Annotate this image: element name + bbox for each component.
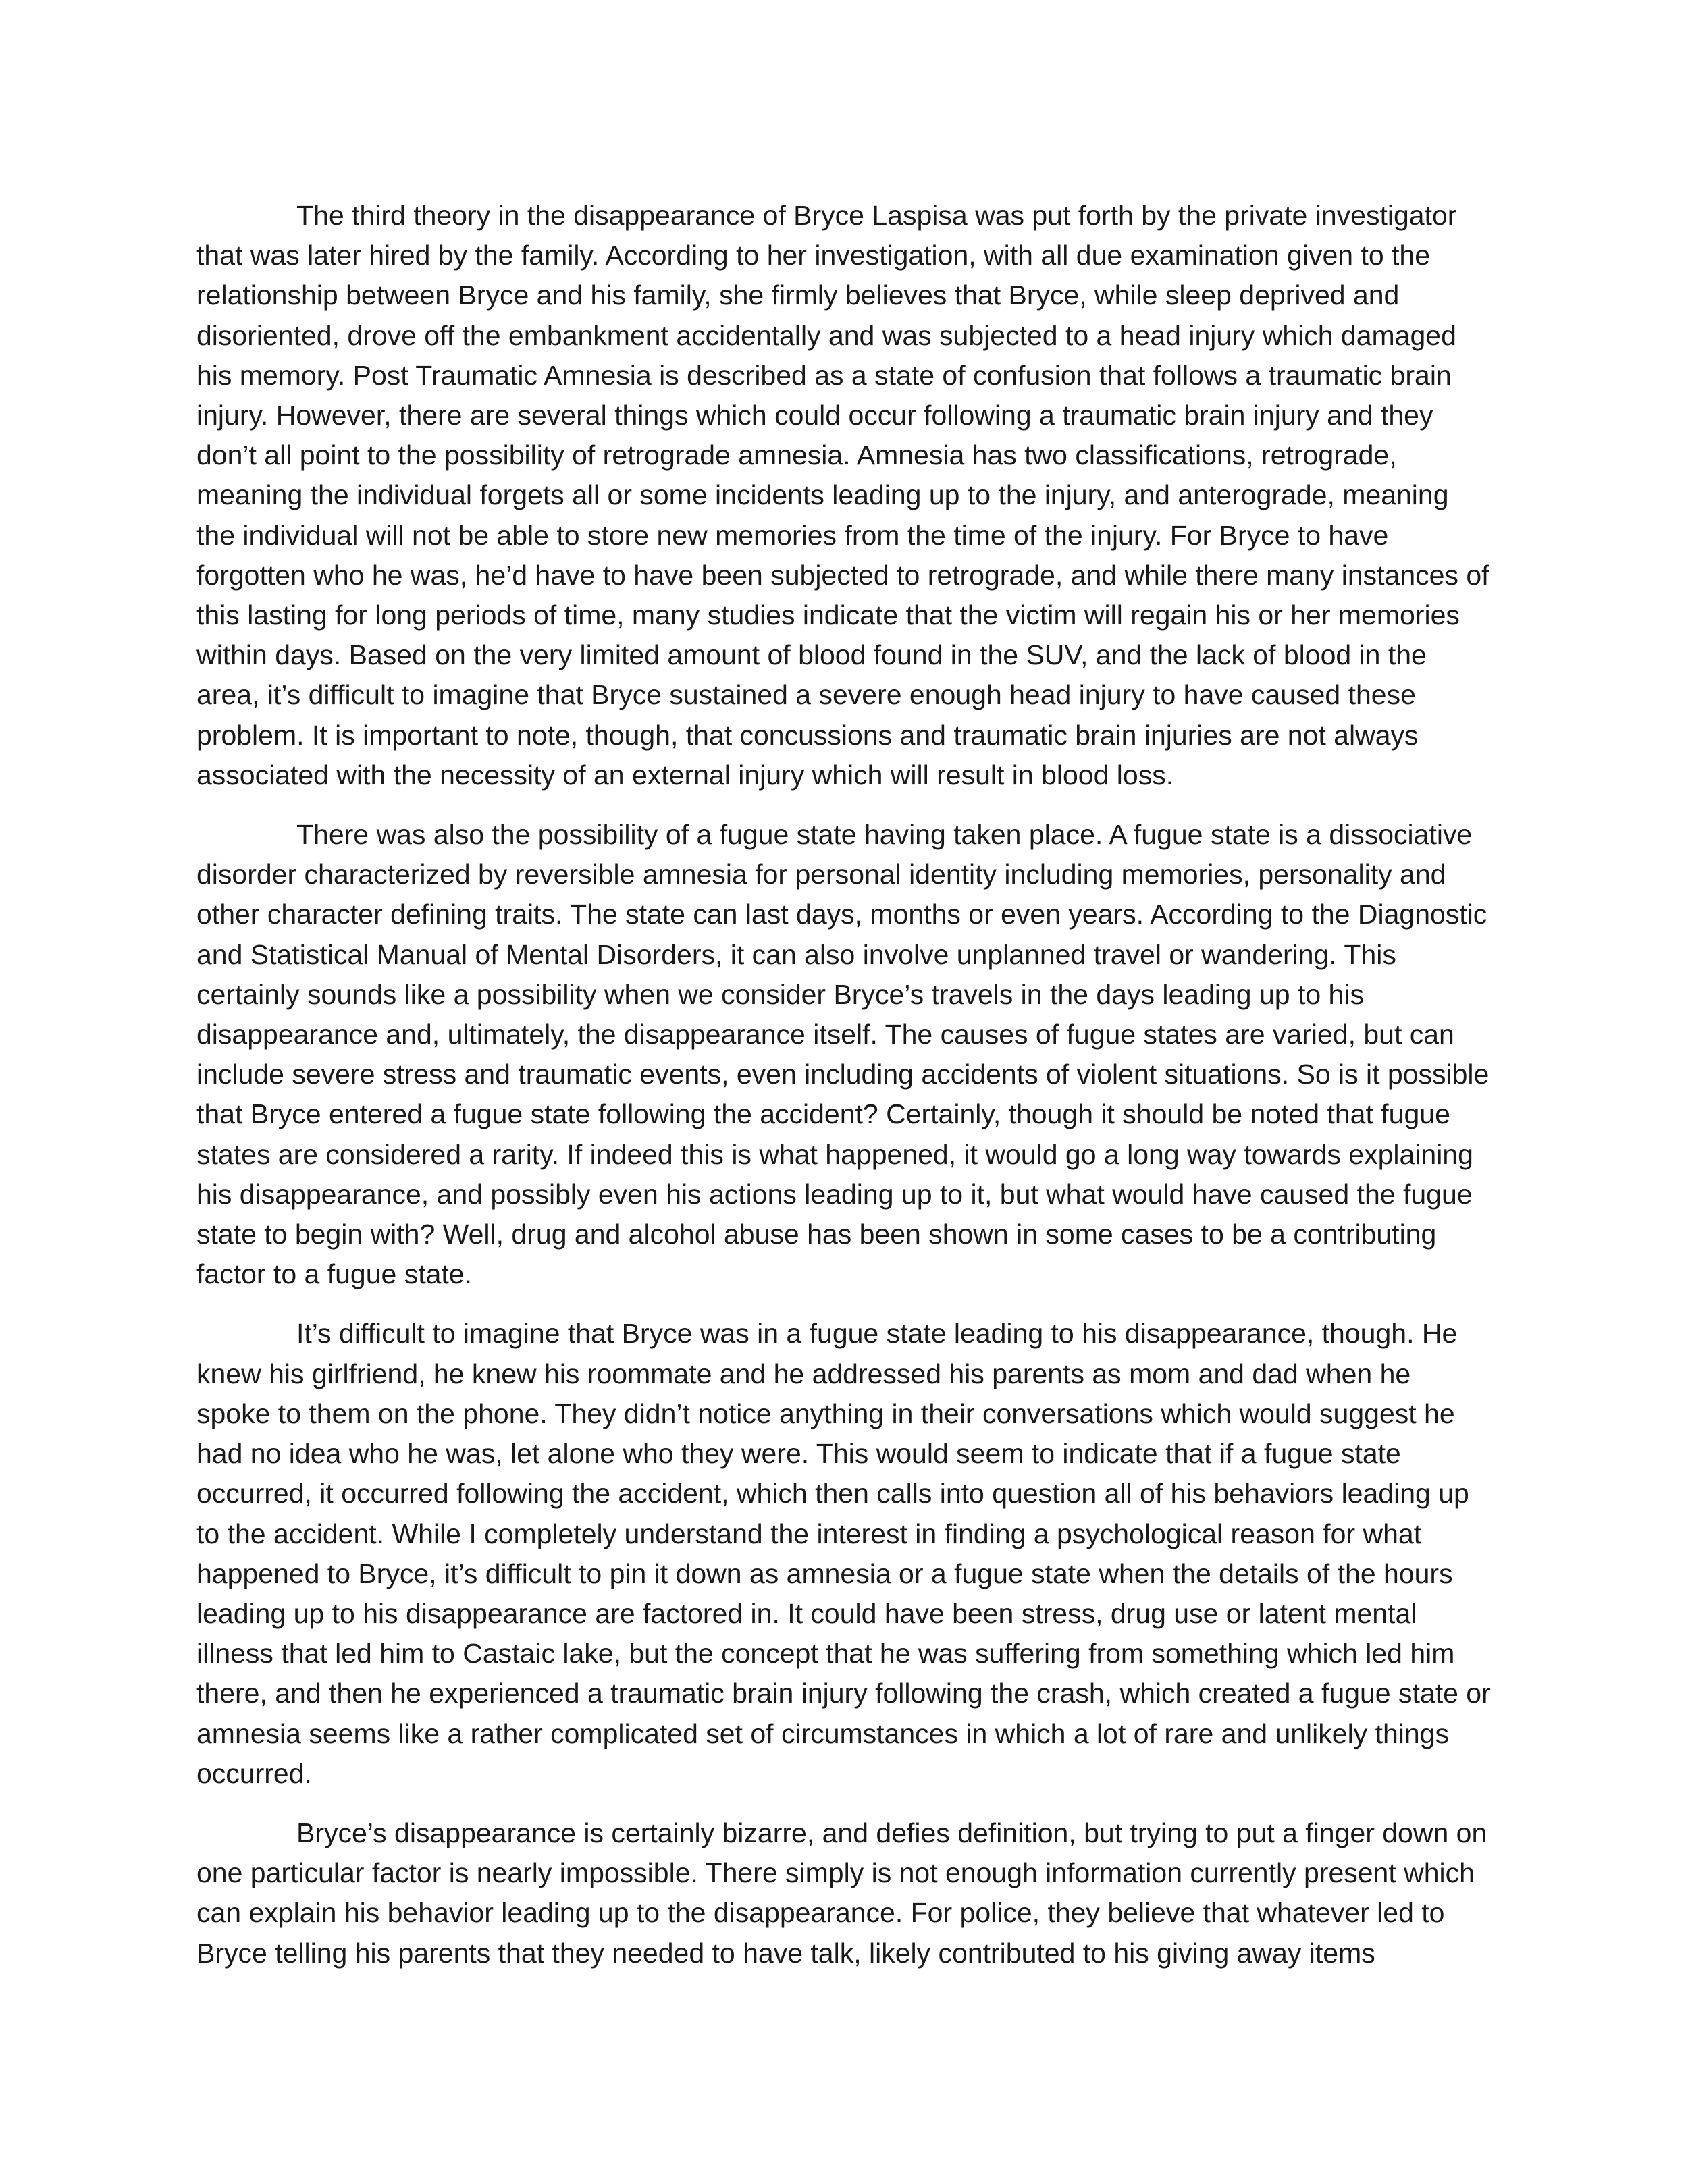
paragraph-2: There was also the possibility of a fugue state having taken place. A fugue state is a dissociative disorder characterized by reversible amnesia for personal identity including memories, personality and other character defining traits. The state can last days, months or even years. According to the Diagnostic and Statistical Manual of Mental Disorders, it can also involve unplanned travel or wandering. This certainly sounds like a possibility when we consider Bryce’s travels in the days leading up to his disappearance and, ultimately, the disappearance itself. The causes of fugue states are varied, but can include severe stress and traumatic events, even including accidents of violent situations. So is it possible that Bryce entered a fugue state following the accident? Certainly, though it should be noted that fugue states are considered a rarity. If indeed this is what happened, it would go a long way towards explaining his disappearance, and possibly even his actions leading up to it, but what would have caused the fugue state to begin with? Well, drug and alcohol abuse has been shown in some cases to be a contributing factor to a fugue state. (196, 819, 1489, 1290)
paragraph-1: The third theory in the disappearance of Bryce Laspisa was put forth by the private investigator that was later hired by the family. According to her investigation, with all due examination given to the relationship between Bryce and his family, she firmly believes that Bryce, while sleep deprived and disoriented, drove off the embankment accidentally and was subjected to a head injury which damaged his memory. Post Traumatic Amnesia is described as a state of confusion that follows a traumatic brain injury. However, there are several things which could occur following a traumatic brain injury and they don’t all point to the possibility of retrograde amnesia. Amnesia has two classifications, retrograde, meaning the individual forgets all or some incidents leading up to the injury, and anterograde, meaning the individual will not be able to store new memories from the time of the injury. For Bryce to have forgotten who he was, he’d have to have been subjected to retrograde, and while there many instances of this lasting for long periods of time, many studies indicate that the victim will regain his or her memories within days. Based on the very limited amount of blood found in the SUV, and the lack of blood in the area, it’s difficult to imagine that Bryce sustained a severe enough head injury to have caused these problem. It is important to note, though, that concussions and traumatic brain injuries are not always associated with the necessity of an external injury which will result in blood loss. (196, 200, 1489, 791)
document-body (196, 196, 1492, 1973)
paragraph-3: It’s difficult to imagine that Bryce was in a fugue state leading to his disappearance, though. He knew his girlfriend, he knew his roommate and he addressed his parents as mom and dad when he spoke to them on the phone. They didn’t notice anything in their conversations which would suggest he had no idea who he was, let alone who they were. This would seem to indicate that if a fugue state occurred, it occurred following the accident, which then calls into question all of his behaviors leading up to the accident. While I completely understand the interest in finding a psychological reason for what happened to Bryce, it’s difficult to pin it down as amnesia or a fugue state when the details of the hours leading up to his disappearance are factored in. It could have been stress, drug use or latent mental illness that led him to Castaic lake, but the concept that he was suffering from something which led him there, and then he experienced a traumatic brain injury following the crash, which created a fugue state or amnesia seems like a rather complicated set of circumstances in which a lot of rare and unlikely things occurred. (196, 1318, 1491, 1789)
paragraph-4: Bryce’s disappearance is certainly bizarre, and defies definition, but trying to put a finger down on one particular factor is nearly impossible. There simply is not enough information currently present which can explain his behavior leading up to the disappearance. For police, they believe that whatever led to Bryce telling his parents that they needed to have talk, likely contributed to his giving away items (196, 1817, 1487, 1969)
